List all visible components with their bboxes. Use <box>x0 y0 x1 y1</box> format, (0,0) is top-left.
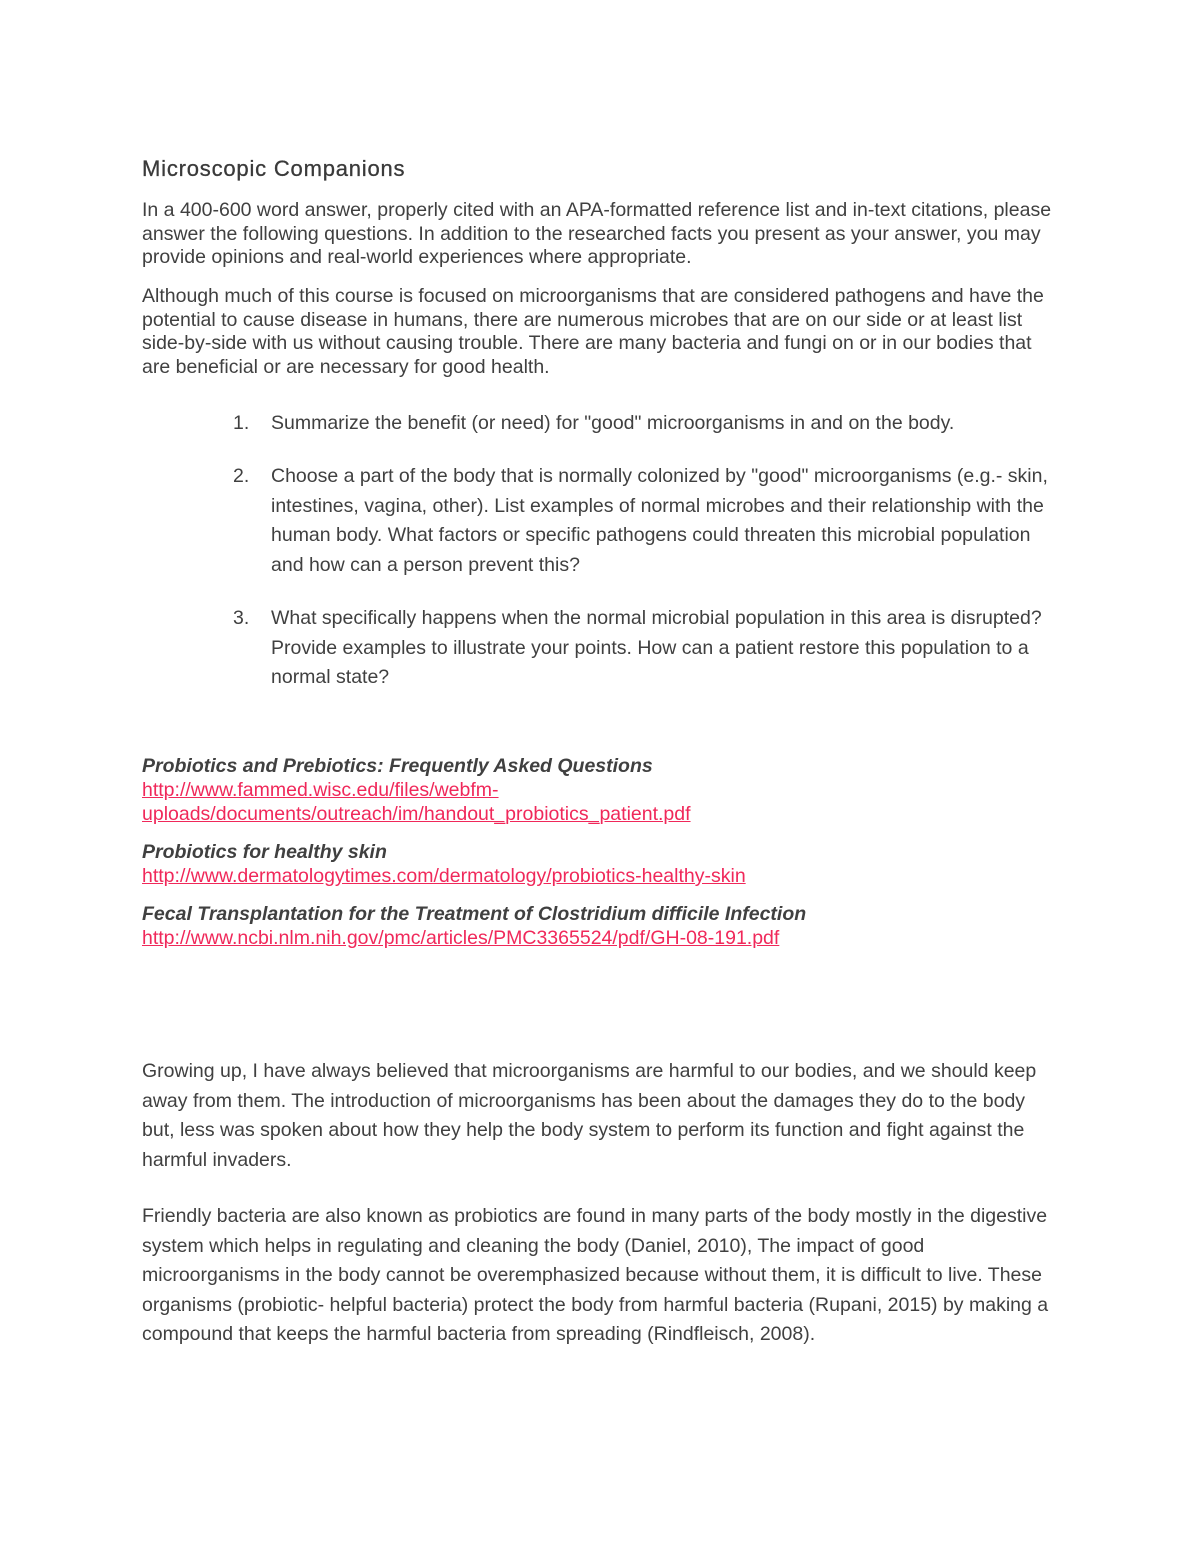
question-item <box>233 604 1063 693</box>
reference-title: Probiotics for healthy skin <box>142 841 387 863</box>
question-item <box>233 409 1063 439</box>
question-number: 2. <box>233 465 250 487</box>
document-title: Microscopic Companions <box>142 156 406 181</box>
question-item <box>233 462 1063 580</box>
reference-link-line2[interactable]: uploads/documents/outreach/im/handout_probiotics_patient.pdf <box>142 803 691 825</box>
reference-entry <box>142 840 1062 888</box>
context-paragraph: Although much of this course is focused on microorganisms that are considered pathogens and have the potential to cause disease in humans, there are numerous microbes that are on our side or at least list side-by-side with us without causing trouble. There are many bacteria and fungi on or in our bodies that are beneficial or are necessary for good health. <box>142 285 1044 378</box>
question-number: 3. <box>233 607 250 629</box>
reference-entry <box>142 754 1062 826</box>
reference-entry <box>142 902 1062 950</box>
reference-link[interactable]: http://www.dermatologytimes.com/dermatology/probiotics-healthy-skin <box>142 865 746 887</box>
reference-link[interactable]: http://www.ncbi.nlm.nih.gov/pmc/articles/PMC3365524/pdf/GH-08-191.pdf <box>142 927 780 949</box>
answer-paragraph: Friendly bacteria are also known as probiotics are found in many parts of the body mostly in the digestive system which helps in regulating and cleaning the body (Daniel, 2010), The impact of good microorganisms in the body cannot be overemphasized because without them, it is difficult to live. These organisms (probiotic- helpful bacteria) protect the body from harmful bacteria (Rupani, 2015) by making a compound that keeps the harmful bacteria from spreading (Rindfleisch, 2008). <box>142 1205 1049 1345</box>
question-number: 1. <box>233 412 250 434</box>
intro-paragraph: In a 400-600 word answer, properly cited with an APA-formatted reference list and in-text citations, please answer the following questions. In addition to the researched facts you present as your answer, you may provide opinions and real-world experiences where appropriate. <box>142 199 1052 268</box>
question-text: Choose a part of the body that is normally colonized by "good" microorganisms (e.g.- skin, intestines, vagina, other). List examples of normal microbes and their relationship with the human body. What factors or specific pathogens could threaten this microbial population and how can a person prevent this? <box>271 465 1048 576</box>
question-text: What specifically happens when the normal microbial population in this area is disrupted? Provide examples to illustrate your points. How can a patient restore this population to a normal state? <box>271 607 1042 688</box>
answer-paragraph: Growing up, I have always believed that microorganisms are harmful to our bodies, and we should keep away from them. The introduction of microorganisms has been about the damages they do to the body but, less was spoken about how they help the body system to perform its function and fight against the harmful invaders. <box>142 1060 1037 1171</box>
reference-link-line1[interactable]: http://www.fammed.wisc.edu/files/webfm- <box>142 779 499 801</box>
reference-title: Fecal Transplantation for the Treatment of Clostridium difficile Infection <box>142 903 807 925</box>
question-text: Summarize the benefit (or need) for "good" microorganisms in and on the body. <box>271 412 955 434</box>
reference-title: Probiotics and Prebiotics: Frequently Asked Questions <box>142 755 653 777</box>
